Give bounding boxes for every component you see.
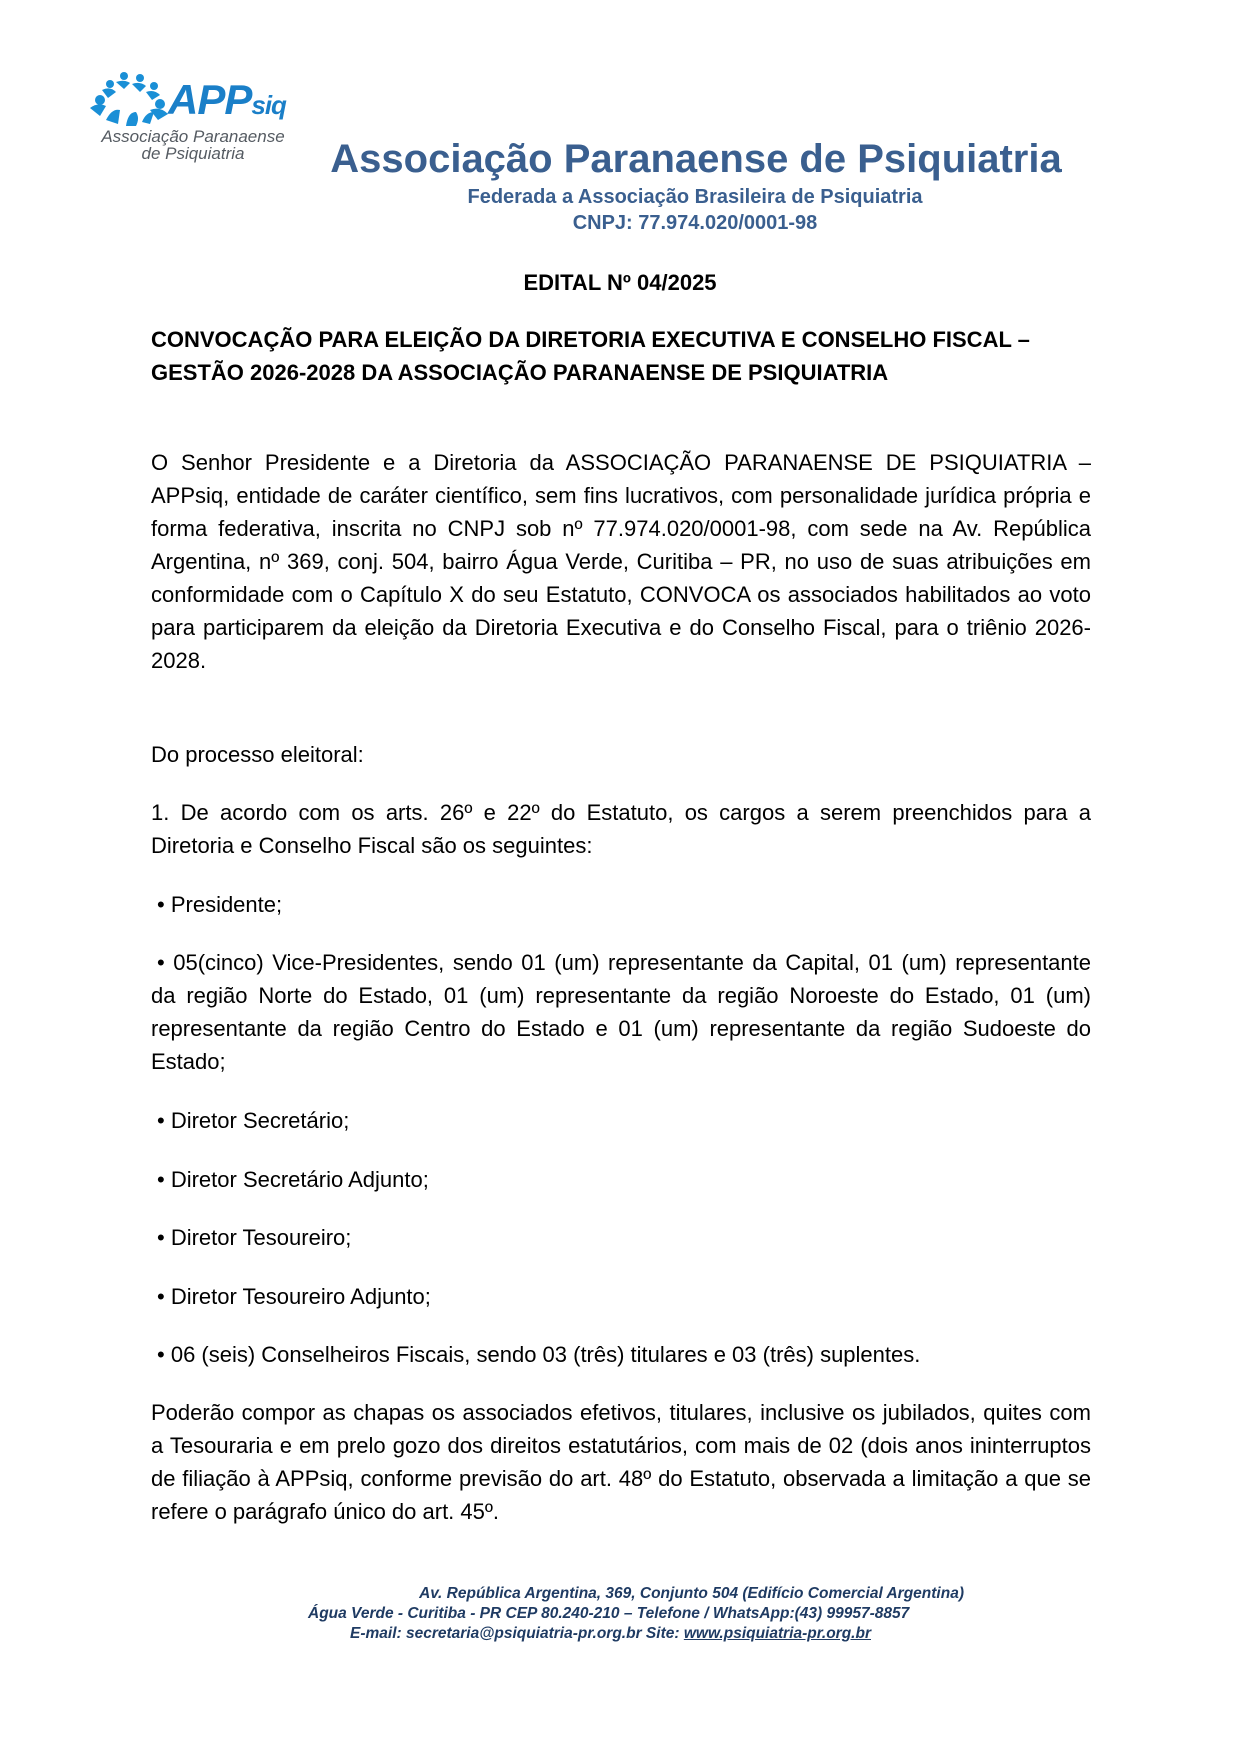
position-text: Diretor Tesoureiro; <box>170 1225 352 1250</box>
logo-subtitle-line1: Associação Paranaense <box>101 127 285 146</box>
intro-paragraph: O Senhor Presidente e a Diretoria da ASSOCIAÇÃO PARANAENSE DE PSIQUIATRIA – APPsiq, entidade de caráter científico, sem fins lucrativos, com personalidade jurídica própria e forma federativa, inscrita no CNPJ sob nº 77.974.020/0001-98, com sede na Av. República Argentina, nº 369, conj. 504, bairro Água Verde, Curitiba – PR, no uso de suas atribuições em conformidade com o Capítulo X do seu Estatuto, CONVOCA os associados habilitados ao voto para participarem da eleição da Diretoria Executiva e do Conselho Fiscal, para o triênio 2026-2028. <box>151 450 1091 673</box>
position-list-item <box>151 888 1091 921</box>
logo-subtitle-line2: de Psiquiatria <box>141 144 245 163</box>
cnpj-line: CNPJ: 77.974.020/0001-98 <box>572 212 818 234</box>
position-list-item <box>151 1221 1091 1254</box>
eligibility-paragraph: Poderão compor as chapas os associados efetivos, titulares, inclusive os jubilados, quites com a Tesouraria e em prelo gozo dos direitos estatutários, com mais de 02 (dois anos ininterruptos de filiação à APPsiq, conforme previsão do art. 48º do Estatuto, observada a limitação a que se refere o parágrafo único do art. 45º. <box>151 1400 1091 1524</box>
bullet-icon: • <box>157 1284 165 1309</box>
position-list-item <box>151 1104 1091 1137</box>
footer <box>300 1584 980 1644</box>
bullet-icon: • <box>157 950 165 975</box>
footer-address: Av. República Argentina, 369, Conjunto 504 (Edifício Comercial Argentina) <box>419 1585 964 1602</box>
people-circle-icon <box>86 70 172 128</box>
bullet-icon: • <box>157 1108 165 1133</box>
bullet-icon: • <box>157 892 165 917</box>
organization-title <box>0 137 1242 182</box>
footer-site-link[interactable]: www.psiquiatria-pr.org.br <box>683 1625 871 1642</box>
process-heading: Do processo eleitoral: <box>151 742 364 767</box>
position-text: Diretor Secretário Adjunto; <box>170 1167 429 1192</box>
position-text: 05(cinco) Vice-Presidentes, sendo 01 (um) representante da Capital, 01 (um) representante da região Norte do Estado, 01 (um) representante da região Noroeste do Estado, 01 (um) representante da região Centro do Estado e 01 (um) representante da região Sudoeste do Estado; <box>151 950 1091 1074</box>
federation-line: Federada a Associação Brasileira de Psiquiatria <box>467 186 923 208</box>
bullet-icon: • <box>157 1342 165 1367</box>
position-list-item <box>151 1338 1091 1371</box>
organization-title-text: Associação Paranaense de Psiquiatria <box>330 137 1062 181</box>
position-text: Diretor Secretário; <box>170 1108 350 1133</box>
footer-contact <box>300 1624 980 1644</box>
item-1-paragraph: 1. De acordo com os arts. 26º e 22º do Estatuto, os cargos a serem preenchidos para a Diretoria e Conselho Fiscal são os seguintes: <box>151 800 1091 858</box>
position-text: Diretor Tesoureiro Adjunto; <box>170 1284 431 1309</box>
bullet-icon: • <box>157 1225 165 1250</box>
logo-wordmark-big: APP <box>168 76 252 123</box>
position-list-item <box>151 1280 1091 1313</box>
footer-city-phone: Água Verde - Curitiba - PR CEP 80.240-210 – Telefone / WhatsApp:(43) 99957-8857 <box>308 1605 910 1622</box>
position-text: 06 (seis) Conselheiros Fiscais, sendo 03 (três) titulares e 03 (três) suplentes. <box>170 1342 921 1367</box>
logo-wordmark-small: siq <box>251 90 286 120</box>
position-list-item <box>151 1163 1091 1196</box>
edital-number: EDITAL Nº 04/2025 <box>523 270 717 295</box>
bullet-icon: • <box>157 1167 165 1192</box>
footer-email: E-mail: secretaria@psiquiatria-pr.org.br Site: <box>350 1625 684 1642</box>
logo-wordmark <box>168 76 286 124</box>
position-text: Presidente; <box>170 892 283 917</box>
position-list-item <box>151 946 1091 1078</box>
convocation-title: CONVOCAÇÃO PARA ELEIÇÃO DA DIRETORIA EXECUTIVA E CONSELHO FISCAL – GESTÃO 2026-2028 DA ASSOCIAÇÃO PARANAENSE DE PSIQUIATRIA <box>151 327 1030 385</box>
